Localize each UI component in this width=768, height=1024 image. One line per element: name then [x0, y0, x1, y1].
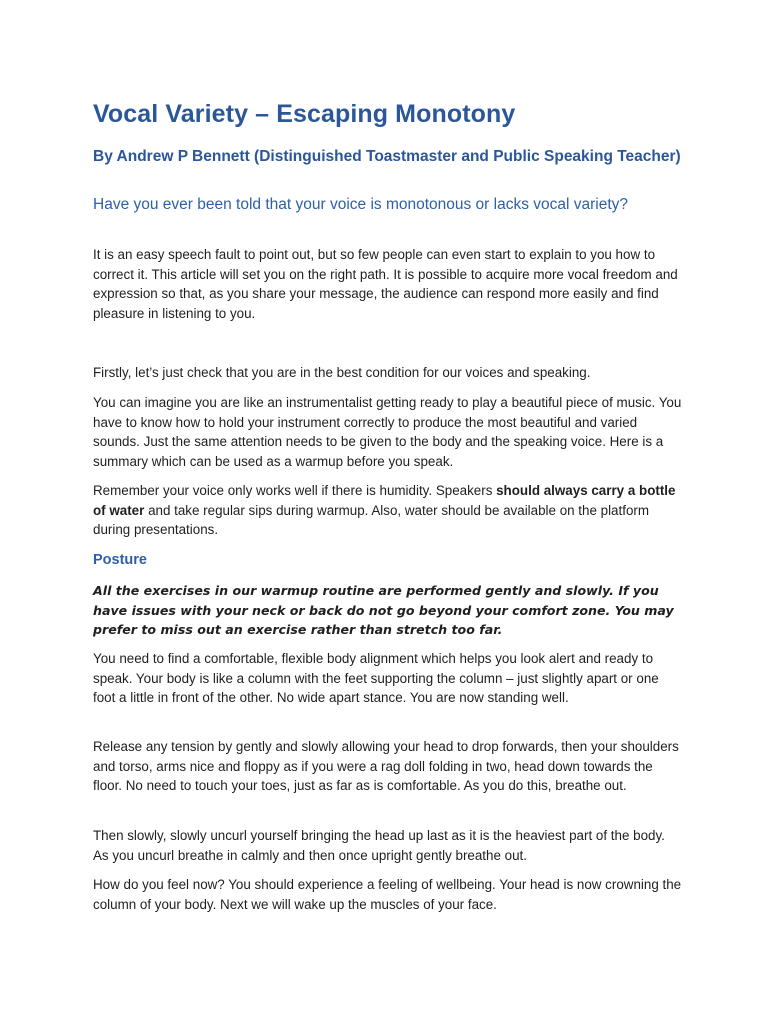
section-heading-posture: Posture: [93, 552, 147, 568]
author-byline: By Andrew P Bennett (Distinguished Toastmaster and Public Speaking Teacher): [93, 148, 681, 165]
warmup-note: All the exercises in our warmup routine are performed gently and slowly. If you have issues with your neck or back do not go beyond your comfort zone. You may prefer to miss out an exercise rather than stretch too far.: [93, 583, 674, 638]
paragraph-wellbeing: How do you feel now? You should experience a feeling of wellbeing. Your head is now crowning the column of your body. Next we will wake up the muscles of your face.: [93, 877, 682, 912]
paragraph-instrumentalist: You can imagine you are like an instrumentalist getting ready to play a beautiful piece of music. You have to know how to hold your instrument correctly to produce the most beautiful and varied sounds. Just the same attention needs to be given to the body and the speaking voice. Here is a summary which can be used as a warmup before you speak.: [93, 395, 682, 469]
paragraph-alignment: You need to find a comfortable, flexible body alignment which helps you look alert and ready to speak. Your body is like a column with the feet supporting the column – just slightly apart or one foot a little in front of the other. No wide apart stance. You are now standing well.: [93, 651, 659, 706]
intro-question: Have you ever been told that your voice is monotonous or lacks vocal variety?: [93, 196, 629, 213]
paragraph-release-tension: Release any tension by gently and slowly allowing your head to drop forwards, then your shoulders and torso, arms nice and floppy as if you were a rag doll folding in two, head down towards the floor. No need to touch your toes, just as far as is comfortable. As you do this, breathe out.: [93, 739, 679, 794]
paragraph-humidity: [93, 481, 683, 540]
humidity-text-bold: should always carry a bottle of water: [93, 483, 676, 518]
paragraph-intro: It is an easy speech fault to point out, but so few people can even start to explain to you how to correct it. This article will set you on the right path. It is possible to acquire more vocal freedom and expression so that, as you share your message, the audience can respond more easily and find pleasure in listening to you.: [93, 247, 678, 321]
page-title: Vocal Variety – Escaping Monotony: [93, 100, 516, 128]
paragraph-uncurl: Then slowly, slowly uncurl yourself bringing the head up last as it is the heaviest part of the body. As you uncurl breathe in calmly and then once upright gently breathe out.: [93, 828, 665, 863]
paragraph-firstly: Firstly, let’s just check that you are in the best condition for our voices and speaking.: [93, 365, 591, 380]
humidity-text-end: and take regular sips during warmup. Also, water should be available on the platform during presentations.: [93, 502, 650, 538]
humidity-text-start: Remember your voice only works well if there is humidity. Speakers: [93, 483, 497, 498]
